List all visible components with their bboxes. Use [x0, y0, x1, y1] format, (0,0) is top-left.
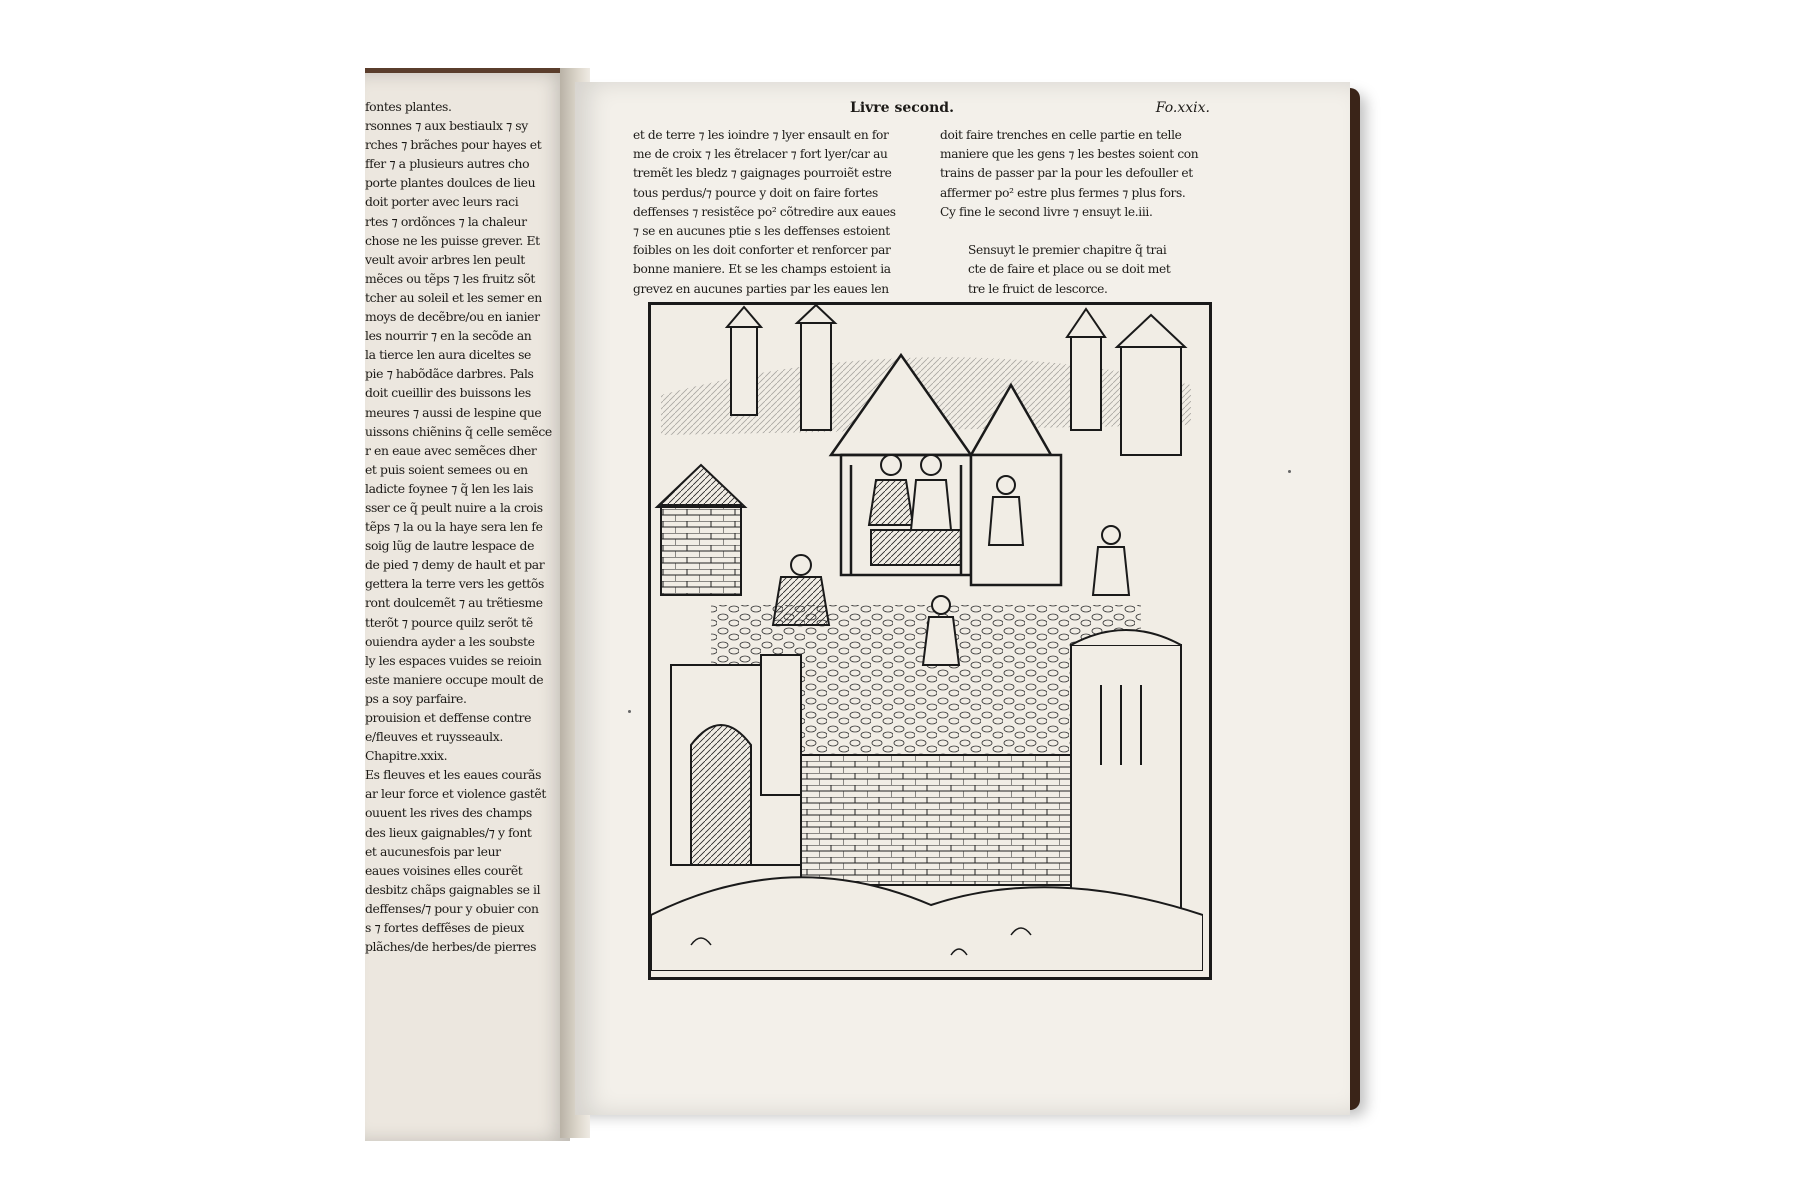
text-line: porte plantes doulces de lieu: [365, 175, 536, 191]
text-line: me de croix ⁊ les ẽtrelacer ⁊ fort lyer/car au: [633, 147, 888, 162]
text-line: sser ce q̃ peult nuire a la crois: [365, 499, 543, 515]
text-line: doit porter avec leurs raci: [365, 194, 519, 210]
text-line: moys de decẽbre/ou en ianier: [365, 309, 540, 325]
text-line: et aucunesfois par leur: [365, 843, 501, 859]
text-line: tremẽt les bledz ⁊ gaignages pourroiẽt estre: [633, 166, 892, 181]
text-line: ps a soy parfaire.: [365, 690, 467, 706]
text-line: tous perdus/⁊ pource y doit on faire fortes: [633, 185, 878, 200]
text-line: grevez en aucunes parties par les eaues len: [633, 281, 889, 296]
text-line: rtes ⁊ ordõnces ⁊ la chaleur: [365, 213, 527, 229]
text-line: et de terre ⁊ les ioindre ⁊ lyer ensault en for: [633, 128, 889, 142]
text-line: cte de faire et place ou se doit met: [968, 262, 1171, 277]
paper-speck: [628, 710, 631, 713]
text-line: tẽps ⁊ la ou la haye sera len fe: [365, 519, 543, 535]
text-line: doit cueillir des buissons les: [365, 385, 531, 401]
text-line: la tierce len aura diceltes se: [365, 347, 531, 363]
woodcut-illustration: [648, 302, 1212, 980]
text-line: meures ⁊ aussi de lespine que: [365, 404, 542, 420]
text-line: tcher au soleil et les semer en: [365, 289, 542, 305]
text-line: Es fleuves et les eaues courãs: [365, 767, 542, 783]
text-line: ar leur force et violence gastẽt: [365, 786, 546, 802]
text-line: tterõt ⁊ pource quilz serõt tẽ: [365, 614, 533, 630]
paper-speck: [1288, 470, 1291, 473]
text-line: desbitz chãps gaignables se il: [365, 881, 541, 897]
text-line: fontes plantes.: [365, 99, 452, 114]
text-line: des lieux gaignables/⁊ y font: [365, 824, 532, 840]
text-line: de pied ⁊ demy de hault et par: [365, 557, 545, 573]
text-line: s ⁊ fortes deffẽses de pieux: [365, 920, 524, 936]
text-line: trains de passer par la pour les defouller et: [940, 166, 1193, 181]
text-line: deffenses ⁊ resistẽce po² cõtredire aux eaues: [633, 204, 896, 219]
text-line: e/fleuves et ruysseaulx.: [365, 729, 503, 745]
text-line: deffenses/⁊ pour y obuier con: [365, 900, 539, 916]
header-title: Livre second.: [850, 100, 954, 116]
text-line: ouiendra ayder a les soubste: [365, 633, 535, 649]
text-line: este maniere occupe moult de: [365, 671, 544, 687]
running-header: [630, 100, 1210, 124]
text-line: ladicte foynee ⁊ q̃ len les lais: [365, 480, 534, 496]
text-line: maniere que les gens ⁊ les bestes soient con: [940, 147, 1199, 162]
folio-number: Fo.xxix.: [1155, 100, 1210, 116]
text-line: ront doulcemẽt ⁊ au trẽtiesme: [365, 595, 543, 611]
text-line: ouuent les rives des champs: [365, 805, 532, 821]
text-line: rches ⁊ brãches pour hayes et: [365, 137, 542, 153]
text-line: tre le fruict de lescorce.: [968, 281, 1108, 296]
text-line: bonne maniere. Et se les champs estoient ia: [633, 262, 891, 277]
text-line: ffer ⁊ a plusieurs autres cho: [365, 156, 530, 172]
text-line: doit faire trenches en celle partie en telle: [940, 128, 1182, 142]
text-column-left: [633, 126, 923, 299]
text-line: uissons chiẽnins q̃ celle semẽce: [365, 423, 552, 439]
text-line: veult avoir arbres len peult: [365, 251, 525, 267]
text-line: gettera la terre vers les gettõs: [365, 576, 544, 592]
text-line: plãches/de herbes/de pierres: [365, 939, 537, 955]
text-line: Chapitre.xxix.: [365, 748, 448, 764]
text-line: Cy fine le second livre ⁊ ensuyt le.iii.: [940, 204, 1153, 219]
text-line: [940, 222, 1230, 241]
text-line: foibles on les doit conforter et renforcer par: [633, 243, 891, 258]
text-line: prouision et deffense contre: [365, 710, 532, 725]
text-line: ⁊ se en aucunes ptie s les deffenses estoient: [633, 223, 890, 238]
woodcut-scene: [651, 305, 1203, 971]
left-page-text: [365, 97, 565, 956]
text-line: et puis soient semees ou en: [365, 461, 528, 477]
text-line: pie ⁊ habõdãce darbres. Pals: [365, 366, 534, 382]
text-line: rsonnes ⁊ aux bestiaulx ⁊ sy: [365, 118, 528, 134]
text-line: affermer po² estre plus fermes ⁊ plus fors.: [940, 185, 1186, 200]
text-line: chose ne les puisse grever. Et: [365, 232, 540, 248]
text-column-right: [940, 126, 1230, 299]
text-line: soig lũg de lautre lespace de: [365, 538, 535, 554]
text-line: mẽces ou tẽps ⁊ les fruitz sõt: [365, 270, 535, 286]
text-line: ly les espaces vuides se reioin: [365, 652, 542, 668]
text-line: eaues voisines elles courẽt: [365, 862, 523, 878]
text-line: les nourrir ⁊ en la secõde an: [365, 328, 532, 344]
text-line: r en eaue avec semẽces dher: [365, 442, 537, 458]
left-page: [365, 68, 570, 1141]
text-line: Sensuyt le premier chapitre q̃ trai: [968, 243, 1167, 258]
